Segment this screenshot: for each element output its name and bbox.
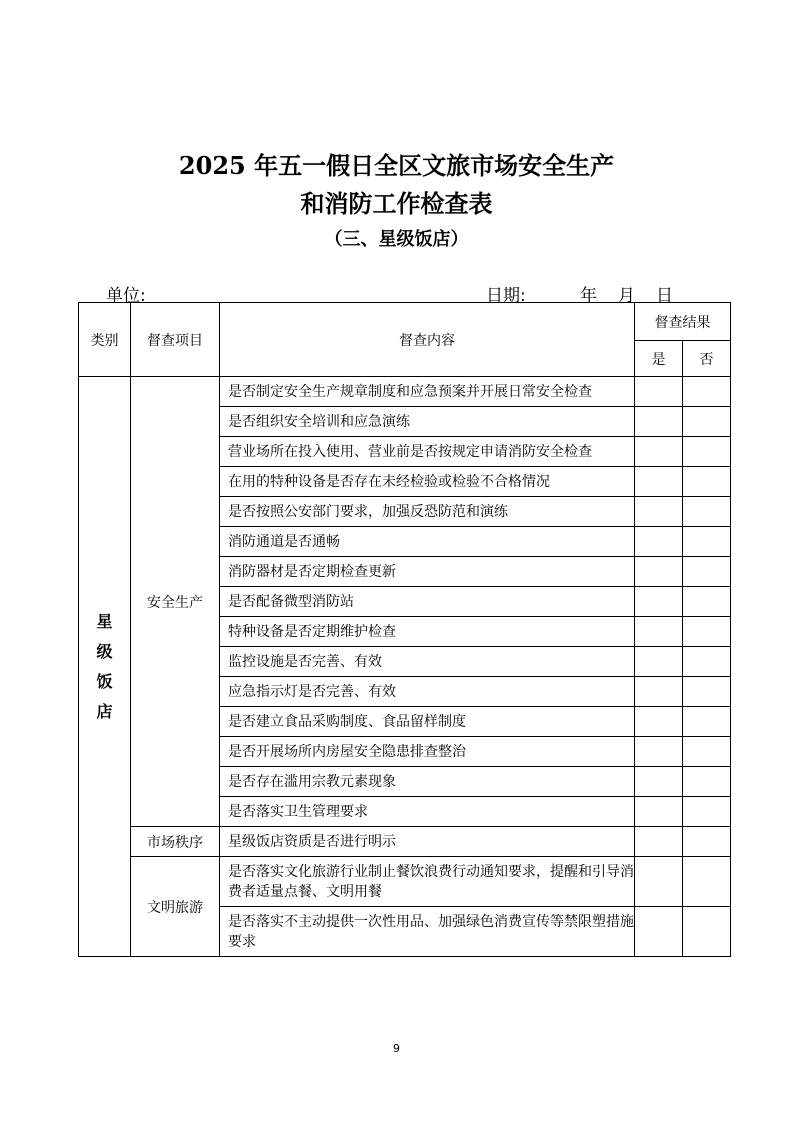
header-result: 督查结果 (635, 303, 731, 341)
result-no-cell[interactable] (683, 407, 731, 437)
result-no-cell[interactable] (683, 797, 731, 827)
result-yes-cell[interactable] (635, 647, 683, 677)
result-no-cell[interactable] (683, 587, 731, 617)
result-yes-cell[interactable] (635, 737, 683, 767)
result-yes-cell[interactable] (635, 797, 683, 827)
page-number: 9 (393, 1042, 400, 1055)
content-cell: 是否制定安全生产规章制度和应急预案并开展日常安全检查 (220, 377, 635, 407)
document-title-line1: 2025 年五一假日全区文旅市场安全生产 (178, 151, 615, 180)
result-yes-cell[interactable] (635, 467, 683, 497)
result-yes-cell[interactable] (635, 407, 683, 437)
content-cell: 是否存在滥用宗教元素现象 (220, 767, 635, 797)
content-cell: 是否按照公安部门要求，加强反恐防范和演练 (220, 497, 635, 527)
content-cell: 是否落实不主动提供一次性用品、加强绿色消费宣传等禁限塑措施要求 (220, 907, 635, 957)
result-yes-cell[interactable] (635, 857, 683, 907)
table-row (79, 377, 731, 407)
result-yes-cell[interactable] (635, 907, 683, 957)
result-no-cell[interactable] (683, 677, 731, 707)
content-cell: 监控设施是否完善、有效 (220, 647, 635, 677)
result-yes-cell[interactable] (635, 707, 683, 737)
result-no-cell[interactable] (683, 557, 731, 587)
result-yes-cell[interactable] (635, 767, 683, 797)
content-cell: 消防器材是否定期检查更新 (220, 557, 635, 587)
date-year: 年 (580, 286, 597, 306)
table-row (79, 827, 731, 857)
result-yes-cell[interactable] (635, 377, 683, 407)
result-yes-cell[interactable] (635, 587, 683, 617)
document-title-line2: 和消防工作检查表 (300, 189, 493, 218)
header-content: 督查内容 (220, 303, 635, 377)
date-day: 日 (656, 286, 673, 306)
result-no-cell[interactable] (683, 647, 731, 677)
content-cell: 营业场所在投入使用、营业前是否按规定申请消防安全检查 (220, 437, 635, 467)
date-month: 月 (618, 286, 635, 306)
result-no-cell[interactable] (683, 907, 731, 957)
inspection-table (78, 302, 731, 957)
category-char: 店 (96, 701, 113, 721)
header-yes: 是 (635, 341, 683, 377)
result-yes-cell[interactable] (635, 557, 683, 587)
content-cell: 应急指示灯是否完善、有效 (220, 677, 635, 707)
header-no: 否 (683, 341, 731, 377)
category-char: 星 (96, 611, 113, 631)
result-no-cell[interactable] (683, 617, 731, 647)
result-no-cell[interactable] (683, 767, 731, 797)
content-cell: 是否落实文化旅游行业制止餐饮浪费行动通知要求，提醒和引导消费者适量点餐、文明用餐 (220, 857, 635, 907)
content-cell: 是否配备微型消防站 (220, 587, 635, 617)
result-yes-cell[interactable] (635, 437, 683, 467)
result-no-cell[interactable] (683, 437, 731, 467)
category-cell (79, 377, 131, 957)
unit-label: 单位: (106, 286, 146, 306)
result-no-cell[interactable] (683, 827, 731, 857)
result-no-cell[interactable] (683, 857, 731, 907)
content-cell: 消防通道是否通畅 (220, 527, 635, 557)
content-cell: 是否开展场所内房屋安全隐患排查整治 (220, 737, 635, 767)
result-yes-cell[interactable] (635, 497, 683, 527)
result-yes-cell[interactable] (635, 827, 683, 857)
document-subtitle: （三、星级饭店） (324, 229, 469, 250)
item-cell: 市场秩序 (131, 827, 220, 857)
result-no-cell[interactable] (683, 527, 731, 557)
result-yes-cell[interactable] (635, 617, 683, 647)
content-cell: 特种设备是否定期维护检查 (220, 617, 635, 647)
result-yes-cell[interactable] (635, 527, 683, 557)
result-no-cell[interactable] (683, 467, 731, 497)
date-label: 日期: (486, 286, 526, 306)
content-cell: 在用的特种设备是否存在未经检验或检验不合格情况 (220, 467, 635, 497)
content-cell: 是否组织安全培训和应急演练 (220, 407, 635, 437)
header-item: 督查项目 (131, 303, 220, 377)
result-yes-cell[interactable] (635, 677, 683, 707)
content-cell: 是否落实卫生管理要求 (220, 797, 635, 827)
result-no-cell[interactable] (683, 707, 731, 737)
category-char: 饭 (96, 671, 113, 691)
item-cell: 安全生产 (131, 377, 220, 827)
category-char: 级 (96, 641, 113, 661)
header-category: 类别 (79, 303, 131, 377)
table-row (79, 857, 731, 907)
result-no-cell[interactable] (683, 497, 731, 527)
content-cell: 星级饭店资质是否进行明示 (220, 827, 635, 857)
result-no-cell[interactable] (683, 377, 731, 407)
result-no-cell[interactable] (683, 737, 731, 767)
item-cell: 文明旅游 (131, 857, 220, 957)
content-cell: 是否建立食品采购制度、食品留样制度 (220, 707, 635, 737)
